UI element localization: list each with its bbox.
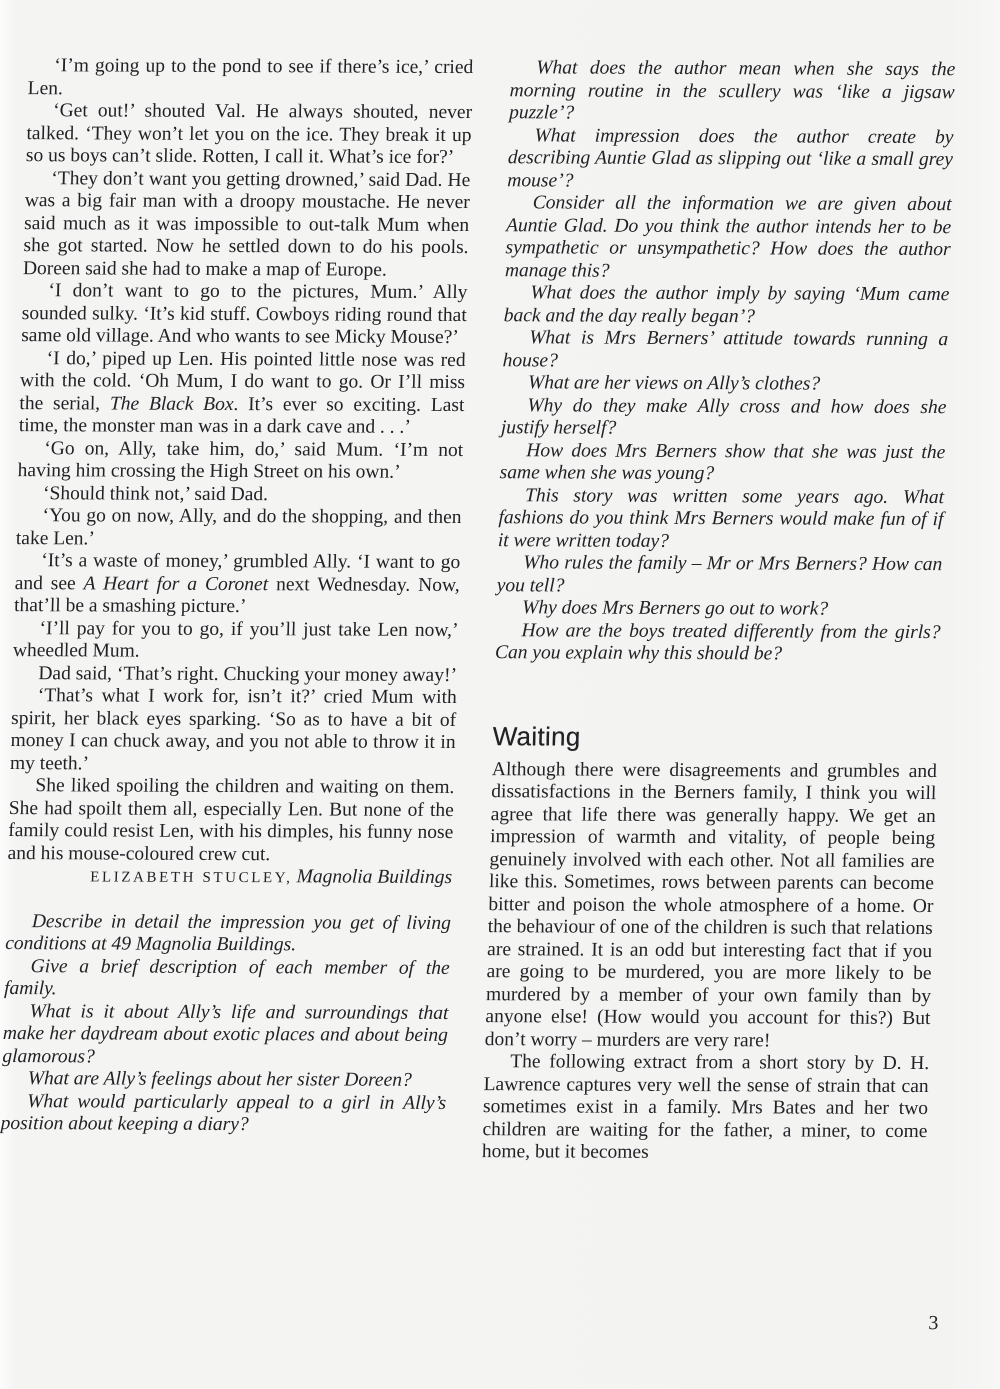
- story-paragraph: ‘I’m going up to the pond to see if there’s ice,’ cried Len.: [27, 55, 474, 99]
- story-text: next Wednesday. Now, that’ll be a smashing picture.’: [13, 573, 461, 618]
- book-title: Magnolia Buildings: [296, 866, 453, 888]
- attribution: [7, 865, 453, 890]
- story-paragraph: [14, 550, 461, 619]
- study-question: Why does Mrs Berners go out to work?: [521, 597, 829, 620]
- section-paragraph: Although there were disagreements and grumbles and dissatisfactions in the Berners family, I think you will agree that life there was generally happy. We get an impression of warmth and vitality, of people being genuinely involved with each other. Not all families are like this. Sometimes, rows between parents can become bitter and poison the whole atmosphere of a home. Or the behaviour of one of the children is such that relations are strained. It is an odd but interesting fact that if you are going to be murdered, you are more likely to be murdered by a member of your own family than by anyone else! (How would you account for this?) But don’t worry – murders are very rare!: [484, 758, 938, 1051]
- story-paragraph: ‘That’s what I work for, isn’t it?’ cried Mum with spirit, her black eyes sparking. ‘So as to have a bit of money I can chuck away, and you not able to throw it in my teeth.’: [9, 685, 458, 774]
- story-paragraph: She liked spoiling the children and waiting on them. She had spoilt them all, especially Len. But none of the family could resist Len, with his dimples, his funny nose and his mouse-coloured crew cut.: [7, 775, 455, 865]
- study-question: What is Mrs Berners’ attitude towards running a house?: [502, 327, 949, 371]
- story-paragraph: [19, 348, 466, 440]
- study-question: Give a brief description of each member of the family.: [3, 955, 450, 1000]
- study-question: Describe in detail the impression you get of living conditions at 49 Magnolia Buildings.: [5, 910, 452, 956]
- section-heading: Waiting: [492, 720, 582, 752]
- study-question: What are Ally’s feelings about her sister Doreen?: [27, 1068, 413, 1091]
- two-column-layout: [0, 55, 956, 1165]
- story-paragraph: Dad said, ‘That’s right. Chucking your money away!’: [38, 662, 458, 686]
- story-paragraph: ‘Should think not,’ said Dad.: [42, 482, 269, 505]
- section-body: [482, 759, 938, 1166]
- story-text: ‘It’s a waste of money,’ grumbled Ally. ‘I want to go and see: [14, 550, 461, 594]
- study-question: How does Mrs Berners show that she was just the same when she was young?: [499, 439, 946, 485]
- study-question: This story was written some years ago. What fashions do you think Mrs Berners would make fun of if it were written today?: [497, 484, 945, 552]
- story-text: . It’s ever so exciting. Last time, the monster man was in a dark cave and . . .’: [18, 393, 465, 438]
- left-column: [0, 55, 474, 1163]
- story-paragraph: ‘You go on now, Ally, and do the shopping, and then take Len.’: [15, 505, 462, 549]
- study-question: What is it about Ally’s life and surroundings that make her daydream about exotic places and about being glamorous?: [2, 1000, 449, 1067]
- story-paragraph: ‘I’ll pay for you to go, if you’ll just take Len now,’ wheedled Mum.: [12, 617, 459, 662]
- study-question: What does the author imply by saying ‘Mum came back and the day really began’?: [503, 282, 950, 327]
- study-question: What does the author mean when she says the morning routine in the scullery was ‘like a jigsaw puzzle’?: [508, 57, 956, 124]
- study-question: What impression does the author create by describing Auntie Glad as slipping out ‘like a small grey mouse’?: [507, 124, 954, 192]
- right-column: [482, 57, 956, 1165]
- film-title-inline: A Heart for a Coronet: [83, 572, 269, 595]
- study-question: What are her views on Ally’s clothes?: [527, 372, 821, 395]
- story-paragraph: ‘Go on, Ally, take him, do,’ said Mum. ‘I’m not having him crossing the High Street on his own.’: [17, 437, 464, 483]
- study-questions-right: [495, 57, 956, 666]
- waiting-section: [482, 721, 939, 1166]
- study-questions-left: [0, 911, 451, 1138]
- story-paragraph: ‘I don’t want to go to the pictures, Mum.’ Ally sounded sulky. ‘It’s kid stuff. Cowboys riding round that same old village. And who wants to see Micky Mouse?’: [20, 280, 468, 349]
- section-paragraph: The following extract from a short story by D. H. Lawrence captures very well the sense of strain that can sometimes exist in a family. Mrs Bates and her two children are waiting for the father, a miner, to come home, but it becomes: [481, 1051, 930, 1163]
- book-title-inline: The Black Box: [109, 392, 234, 415]
- study-question: Why do they make Ally cross and how does she justify herself?: [500, 394, 947, 439]
- study-question: How are the boys treated differently from the girls? Can you explain why this should be?: [494, 619, 941, 665]
- study-question: Who rules the family – Mr or Mrs Berners? How can you tell?: [496, 552, 943, 596]
- study-question: Consider all the information we are given about Auntie Glad. Do you think the author intends her to be sympathetic or unsympathetic? How does the author manage this?: [504, 192, 953, 282]
- study-question: What would particularly appeal to a girl in Ally’s position about keeping a diary?: [0, 1090, 447, 1136]
- story-text: ‘I do,’ piped up Len. His pointed little nose was red with the cold. ‘Oh Mum, I do want to go. Or I’ll miss the serial,: [19, 347, 466, 414]
- story-extract: [7, 55, 473, 867]
- story-paragraph: ‘They don’t want you getting drowned,’ said Dad. He was a big fair man with a droopy moustache. He never said much as it was impossible to out-talk Mum when she got started. Now he settled down to do his pools. Doreen said she had to make a map of Europe.: [22, 167, 471, 281]
- story-paragraph: ‘Get out!’ shouted Val. He always shouted, never talked. ‘They won’t let you on the ice. They break it up so us boys can’t slide. Rotten, I call it. What’s ice for?’: [25, 100, 473, 168]
- author-name: ELIZABETH STUCLEY,: [89, 869, 293, 887]
- page-number: 3: [928, 1312, 939, 1335]
